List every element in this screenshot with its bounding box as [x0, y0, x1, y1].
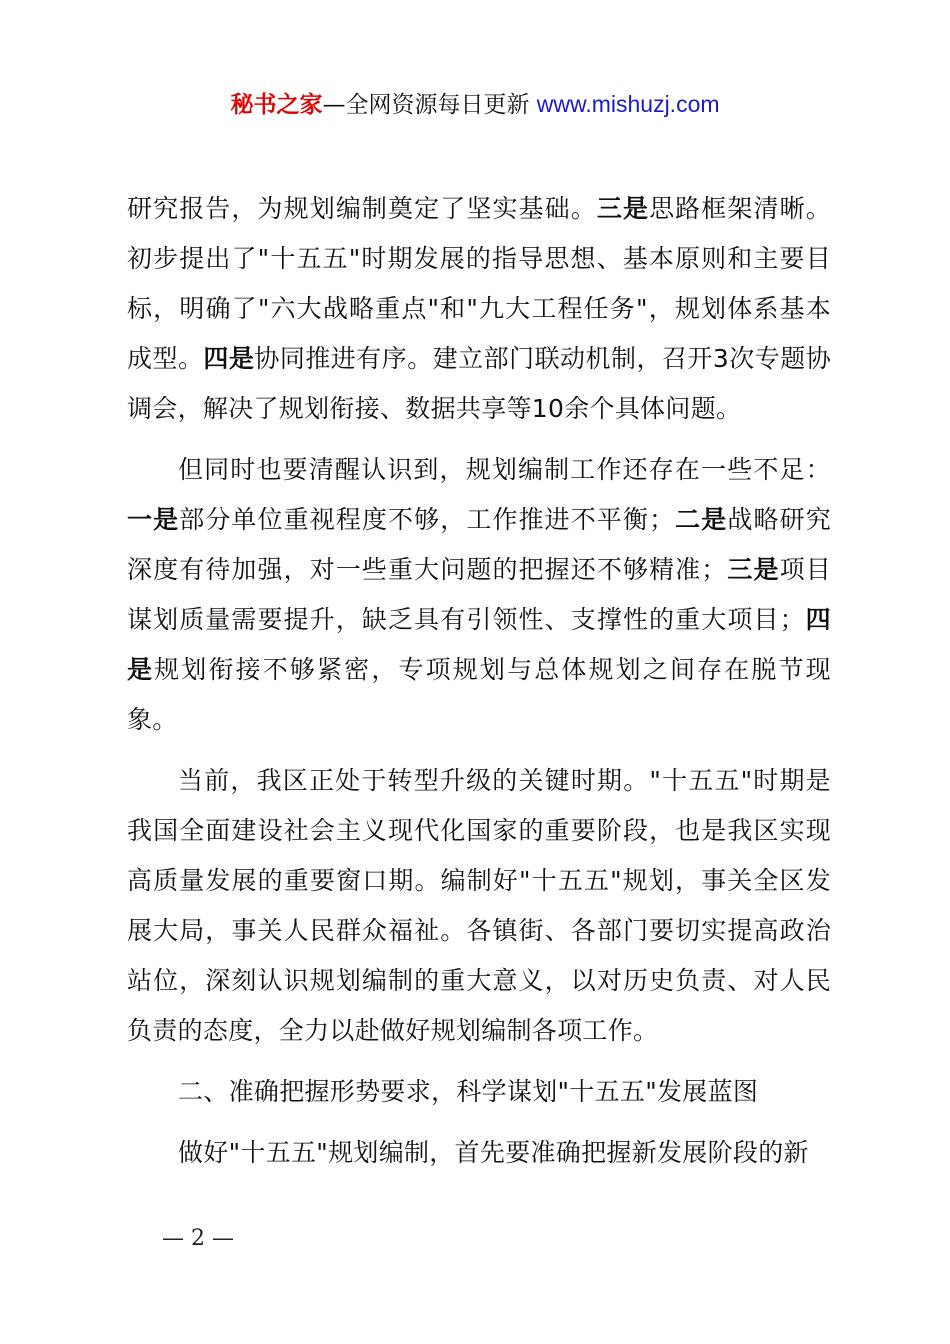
- section-heading-lead: 二、准确把握形势要求，: [178, 1077, 457, 1106]
- paragraph-shortcomings: [127, 445, 831, 745]
- bold-lead-four: 四是: [203, 344, 255, 373]
- brand-name: 秘书之家: [230, 92, 323, 118]
- bold-lead-one: 一是: [127, 505, 180, 534]
- paragraph-text: 项目谋划质量需要提升，缺乏具有引领性、支撑性的重大项目；: [127, 555, 831, 634]
- bold-lead-two: 二是: [674, 505, 728, 534]
- paragraph-text: 规划衔接不够紧密，专项规划与总体规划之间存在脱节现象。: [127, 655, 831, 734]
- paragraph-intro: 但同时也要清醒认识到，规划编制工作还存在一些不足：: [178, 455, 831, 484]
- paragraph-text: 思路框架清晰。初步提出了"十五五"时期发展的指导思想、基本原则和主要目标，明确了"六大战略重点"和"九大工程任务"，规划体系基本成型。: [127, 194, 831, 373]
- paragraph-continued: 做好"十五五"规划编制，首先要准确把握新发展阶段的新: [178, 1138, 809, 1167]
- paragraph-text: 协同推进有序。建立部门联动机制，召开3次专题协调会，解决了规划衔接、数据共享等10余个具体问题。: [127, 344, 831, 423]
- bold-lead-four: 四是: [127, 605, 831, 684]
- bold-lead-three: 三是: [596, 194, 650, 223]
- watermark-header: [0, 86, 950, 123]
- paragraph-current-situation: 当前，我区正处于转型升级的关键时期。"十五五"时期是我国全面建设社会主义现代化国家的重要阶段，也是我区实现高质量发展的重要窗口期。编制好"十五五"规划，事关全区发展大局，事关人民群众福祉。各镇街、各部门要切实提高政治站位，深刻认识规划编制的重大意义，以对历史负责、对人民负责的态度，全力以赴做好规划编制各项工作。: [127, 766, 831, 1045]
- paragraph-progress: [127, 184, 831, 434]
- paragraph-text: 战略研究深度有待加强，对一些重大问题的把握还不够精准；: [127, 505, 831, 584]
- header-tagline: —全网资源每日更新: [322, 92, 537, 118]
- section-heading-tail: 科学谋划"十五五"发展蓝图: [456, 1077, 759, 1106]
- document-body: [127, 184, 831, 1189]
- site-url-link[interactable]: www.mishuzj.com: [536, 91, 720, 117]
- section-heading: [127, 1067, 831, 1117]
- bold-lead-three: 三是: [726, 555, 780, 584]
- paragraph-text: 部分单位重视程度不够，工作推进不平衡；: [179, 505, 675, 534]
- page-number: — 2 —: [162, 1226, 234, 1251]
- paragraph-text: 研究报告，为规划编制奠定了坚实基础。: [127, 194, 597, 223]
